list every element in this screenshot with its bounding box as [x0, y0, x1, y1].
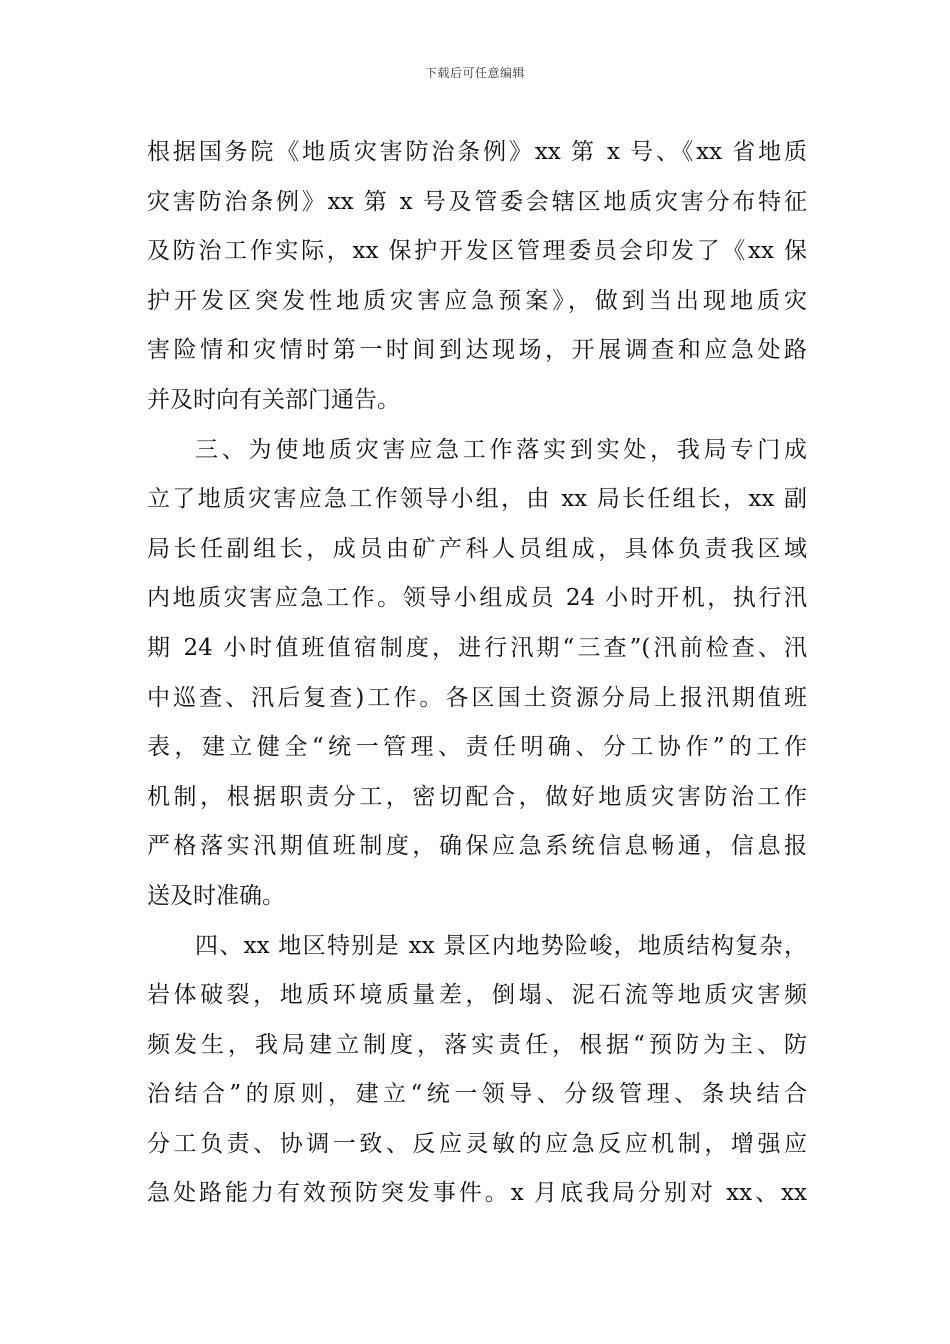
text-line: 岩体破裂，地质环境质量差，倒塌、泥石流等地质灾害频 — [147, 982, 807, 1009]
text-line: 灾害防治条例》xx 第 x 号及管委会辖区地质灾害分布特征 — [147, 188, 807, 215]
text-line: 并及时向有关部门通告。 — [147, 386, 400, 413]
text-line: 治结合”的原则，建立“统一领导、分级管理、条块结合 — [147, 1081, 807, 1108]
paragraph-1 — [147, 128, 807, 426]
text-line: 机制，根据职责分工，密切配合，做好地质灾害防治工作 — [147, 783, 807, 810]
text-line: 内地质灾害应急工作。领导小组成员 24 小时开机，执行汛 — [147, 585, 807, 612]
text-line: 根据国务院《地质灾害防治条例》xx 第 x 号、《xx 省地质 — [147, 139, 807, 165]
text-line: 严格落实汛期值班制度，确保应急系统信息畅通，信息报 — [147, 833, 807, 860]
text-line: 及防治工作实际，xx 保护开发区管理委员会印发了《xx 保 — [147, 238, 807, 265]
text-line: 分工负责、协调一致、反应灵敏的应急反应机制，增强应 — [147, 1130, 807, 1157]
text-line: 频发生，我局建立制度，落实责任，根据“预防为主、防 — [147, 1031, 807, 1058]
paragraph-section-3 — [147, 426, 807, 922]
text-line: 期 24 小时值班值宿制度，进行汛期“三查”(汛前检查、汛 — [147, 634, 807, 661]
text-line: 中巡查、汛后复查)工作。各区国土资源分局上报汛期值班 — [147, 684, 807, 711]
page-header: 下载后可任意编辑 — [424, 66, 525, 80]
text-line: 表，建立健全“统一管理、责任明确、分工协作”的工作 — [147, 734, 807, 761]
text-line: 护开发区突发性地质灾害应急预案》，做到当出现地质灾 — [147, 287, 807, 314]
text-line: 害险情和灾情时第一时间到达现场，开展调查和应急处路 — [147, 337, 807, 364]
text-line: 立了地质灾害应急工作领导小组，由 xx 局长任组长，xx 副 — [147, 486, 807, 513]
text-line: 急处路能力有效预防突发事件。x 月底我局分别对 xx、xx — [147, 1180, 807, 1207]
text-line: 送及时准确。 — [147, 882, 285, 909]
text-line: 三、为使地质灾害应急工作落实到实处，我局专门成 — [195, 436, 807, 463]
document-body — [147, 128, 807, 1219]
paragraph-section-4 — [147, 922, 807, 1220]
text-line: 局长任副组长，成员由矿产科人员组成，具体负责我区域 — [147, 535, 807, 562]
text-line: 四、xx 地区特别是 xx 景区内地势险峻，地质结构复杂， — [195, 932, 807, 959]
